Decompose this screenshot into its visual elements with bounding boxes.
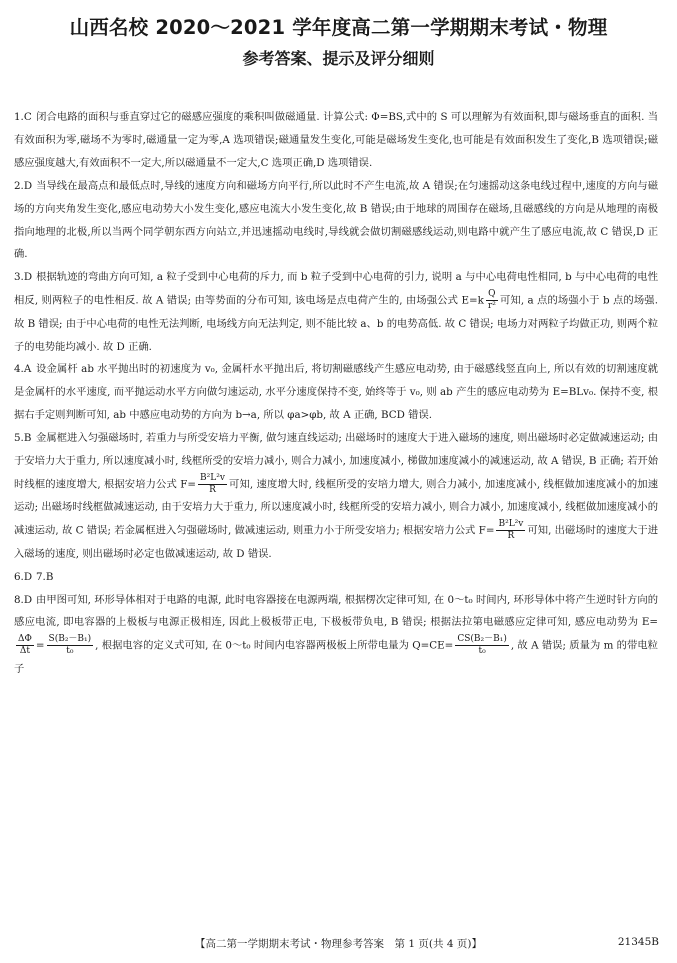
answer-number: 8.D [14,593,33,606]
answer-text: 闭合电路的面积与垂直穿过它的磁感应强度的乘积叫做磁通量. 计算公式: Φ=BS,式中的 S 可以理解为有效面积,即与磁场垂直的面积. 当有效面积为零,磁场不为零时,磁通量一定为零,A 选项错误;磁通量发生变化,可能是磁场发生变化,也可能是有效面积发生了变化,B 选项错误;磁感应强度越大,有效面积不一定大,所以磁通量不一定大,C 选项正确,D 选项错误. [14,111,658,169]
answer-number: 6.D [14,570,33,583]
answer-number: 3.D [14,271,33,284]
fraction-numerator: CS(B₂－B₁) [457,634,507,645]
fraction-charge [455,634,509,657]
answer-number: 4.A [14,363,32,376]
answer-text: 金属框进入匀强磁场时, 若重力与所受安培力平衡, 做匀速直线运动; 出磁场时的速度大于进入磁场的速度, 则出磁场时必定做减速运动; 由于安培力大于重力, 所以速度减小时, 线框所受的安培力减小, 则合力减小, 加速度减小, 梯做加速度减小的减速运动, 故 A 错误, B 正确; 若开始时线框的速度增大, 根据安培力公式 F= [14,432,658,491]
answer-item-6-7 [14,566,658,589]
fraction-denominator: R [209,485,216,495]
equals-sign: = [35,639,45,652]
answer-body [14,106,658,681]
answer-number: 2.D [14,179,33,192]
fraction-emf [47,634,94,657]
fraction-q-over-r2 [486,289,498,312]
fraction-denominator: t₀ [66,646,74,657]
answer-item-1 [14,106,658,175]
page-subtitle: 参考答案、提示及评分细则 [242,49,435,68]
footer-page-info: 【高二第一学期期末考试・物理参考答案 第 1 页(共 4 页)】 [195,938,482,950]
answer-item-4 [14,358,658,427]
answer-item-3 [14,266,658,358]
page-title: 山西名校 2020～2021 学年度高二第一学期期末考试・物理 [69,16,608,39]
answer-text: , 故 A 错误; 质量为 m 的带电粒子 [14,639,658,675]
fraction-numerator: S(B₂－B₁) [48,634,92,645]
answer-item-5 [14,427,658,565]
answer-text: 由甲图可知, 环形导体相对于电路的电源, 此时电容器接在电源两端, 根据楞次定律可知, 在 0～t₀ 时间内, 环形导体中将产生逆时针方向的感应电流, 即电容器的上极板与电源正极相连, 因此上极板带正电, 下极板带负电, B 错误; 根据法拉第电磁感应定律可知, 感应电动势为 E= [14,593,658,629]
answer-text: 可知, a 点的场强小于 b 点的场强. 故 B 错误; 由于中心电荷的电性无法判断, 电场线方向无法判定, 则不能比较 a、b 的电势高低. 故 C 错误; 电场力对两粒子均做正功, 则两个粒子的电势能均减小. 故 D 正确. [14,294,658,353]
footer-code: 21345B [617,936,659,948]
answer-number: 1.C [14,111,32,123]
answer-text: 设金属杆 ab 水平抛出时的初速度为 v₀, 金属杆水平抛出后, 将切割磁感线产生感应电动势, 由于磁感线竖直向上, 所以有效的切割速度就是金属杆的水平速度, 而平抛运动水平方向做匀速运动, 水平分速度保持不变, 始终等于 v₀, 则 ab 产生的感应电动势为 E=BLv₀. 保持不变, 根据右手定则判断可知, ab 中感应电动势的方向为 b→a, 所以 φa>φb, 故 A 正确, BCD 错误. [14,363,658,422]
fraction-ampere-force [496,519,525,542]
answer-text: , 根据电容的定义式可知, 在 0～t₀ 时间内电容器两极板上所带电量为 Q=CE= [95,639,454,652]
answer-text: 7.B [36,570,54,583]
answer-item-8 [14,589,658,681]
fraction-denominator: r² [487,301,496,312]
fraction-denominator: t₀ [478,646,486,657]
fraction-denominator: R [507,531,515,542]
fraction-numerator: ΔΦ [18,634,32,645]
answer-number: 5.B [14,432,32,445]
answer-text: 当导线在最高点和最低点时,导线的速度方向和磁场方向平行,所以此时不产生电流,故 A 错误;在匀速摇动这条电线过程中,速度的方向与磁场的方向夹角发生变化,感应电动势大小发生变化,感应电流大小发生变化,故 B 错误;由于地球的周围存在磁场,且磁感线的方向是从地理的南极指向地理的北极,所以当两个同学朝东西方向站立,并迅速摇动电线时,导线就会做切割磁感线运动,则电路中就产生了感应电流,故 C 错误,D 正确. [14,179,658,261]
answer-text: 可知, 速度增大时, 线框所受的安培力增大, 则合力减小, 加速度减小, 线框做加速度减小的加速运动; 出磁场时线框做减速运动, 由于安培力大于重力, 所以速度减小时, 线框所受的安培力减小, 则合力减小, 加速度减小, 线框做加速度减小的减速运动, 故 C 错误; 若金属框进入匀强磁场时, 做减速运动, 则重力小于所受安培力; 根据安培力公式 F= [14,478,658,537]
fraction-flux-rate [16,634,34,657]
fraction-numerator: B²L²v [498,519,524,530]
fraction-ampere-force [198,473,227,496]
fraction-denominator: Δt [19,646,30,657]
answer-text: 根据轨迹的弯曲方向可知, a 粒子受到中心电荷的斥力, 而 b 粒子受到中心电荷的引力, 说明 a 与中心电荷电性相同, b 与中心电荷的电性相反, 则两粒子的电性相反. 故 A 错误; 由等势面的分布可知, 该电场是点电荷产生的, 由场强公式 E=k [14,271,658,307]
answer-text: 可知, 出磁场时的速度大于进入磁场的速度, 则出磁场时必定也做减速运动, 故 D 错误. [14,524,659,560]
answer-item-2 [14,175,658,267]
fraction-numerator: B²L²v [200,473,225,483]
fraction-numerator: Q [486,289,498,301]
